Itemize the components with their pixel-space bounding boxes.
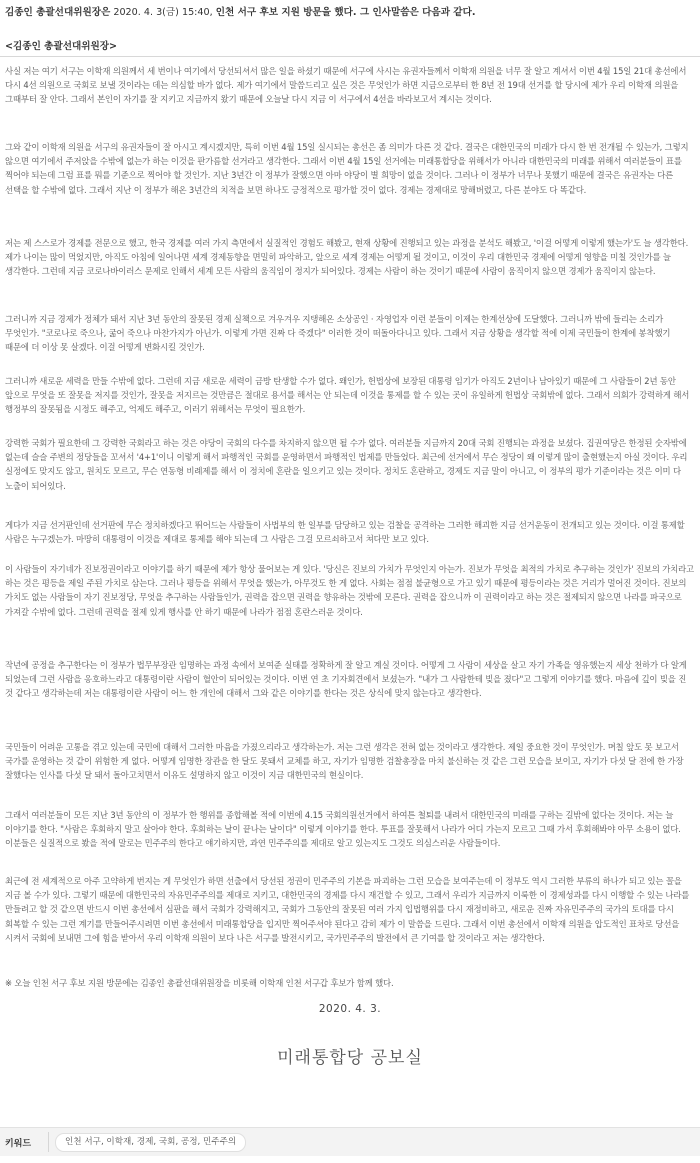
- paragraph-6: 강력한 국회가 필요한데 그 강력한 국회라고 하는 것은 야당이 국회의 다수를 차지하지 않으면 될 수가 없다. 여러분들 지금까지 20대 국회 진행되는 과정을 보셨다. 집권여당은 한정된 숫자밖에 없는데 슬슬 주변의 정당들을 꼬셔서 '4+1'이니 이렇게 해서 파행적인 국회를 운영하면서 파행적인 법제를 만들었다. 최근에 선거에서 무슨 정당이 왜 이렇게 많이 출현했는지 아실 것이다. 우리 실정에도 맞지도 않고, 원치도 모르고, 무슨 연동형 비례제를 해서 이 정치에 혼란을 일으키고 있는 것이다. 정치도 혼란하고, 경제도 지금 말이 아니고, 이 정부의 평가 기준이라는 것은 이미 다 노출이 되어있다.: [5, 438, 688, 491]
- paragraph-note: ※ 오늘 인천 서구 후보 지원 방문에는 김종인 총괄선대위원장을 비롯해 이학재 인천 서구갑 후보가 함께 했다.: [5, 978, 394, 988]
- paragraph-4: 그러니까 지금 경제가 정체가 돼서 지난 3년 동안의 잘못된 경제 실책으로 겨우겨우 지탱해온 소상공인 · 자영업자 이런 분들이 이제는 한계선상에 도달했다. 그러니까 밖에 들리는 소리가 무엇인가. "코로나로 죽으나, 굶어 죽으나 마찬가지가 아닌가. 이렇게 가면 진짜 다 죽겠다" 이러한 것이 떠돌아다니고 있다. 그래서 지금 상황을 생각할 적에 이제 국민들이 한계에 봉착했기 때문에 더 이상 못 살겠다. 이걸 어떻게 변화시킬 것인가.: [5, 314, 671, 353]
- intro-datetime: 2020. 4. 3(금) 15:40,: [110, 7, 216, 18]
- intro-rest: 인천 서구 후보 지원 방문을 했다. 그 인사말씀은 다음과 같다.: [215, 7, 476, 18]
- paragraph-2: 그와 같이 이학재 의원을 서구의 유권자들이 잘 아시고 계시겠지만, 특히 이번 4월 15일 실시되는 총선은 좀 의미가 다른 것 같다. 결국은 대한민국의 미래가 다시 한 번 전개될 수 있는가, 그렇지 않으면 여기에서 주저앉을 수밖에 없는가 하는 이것을 판가름할 선거라고 생각한다. 그래서 이번 4월 15일 선거에는 미래통합당을 위해서가 아니라 대한민국의 미래를 위해서 여러분들이 표를 찍어야 되는데 그럼 표를 뭐를 기준으로 찍어야 할 것인가. 지난 3년간 이 정부가 잘했으면 아마 야당이 별 희망이 없을 것이다. 그러나 이 정부가 너무나 못했기 때문에 결국은 유권자는 다른 선택을 할 수밖에 없다. 그래서 지난 이 정부가 해온 3년간의 치적을 보면 하나도 긍정적으로 평가할 것이 없다. 경제는 경제대로 망해버렸고, 다른 분야도 다 똑같다.: [5, 142, 689, 195]
- paragraph-8: 이 사람들이 자기네가 진보정권이라고 이야기를 하기 때문에 제가 항상 물어보는 게 있다. '당신은 진보의 가치가 무엇인지 아는가. 진보가 무엇을 최적의 가치로 추구하는 것인가' 진보의 가치라고 하는 것은 평등을 제일 주된 가치로 삼는다. 그러나 평등을 위해서 무엇을 했는가, 아무것도 한 게 없다. 사회는 점점 불균형으로 가고 있기 때문에 평등이라는 것은 거리가 멀어진 것이다. 진보의 가치도 없는 사람들이 자기 진보정당, 무엇을 추구하는 사람들인가, 권력을 잡으면 권력을 향유하는 것밖에 모른다. 권력을 잡으니까 이 권력이라고 하는 것은 절제되지 않으면 나라를 파국으로 가져갈 수밖에 없다. 그런데 권력을 절제 있게 행사를 안 하기 때문에 나라가 점점 혼란스러운 것이다.: [5, 564, 694, 617]
- intro-line: [5, 6, 695, 20]
- paragraph-11: 그래서 여러분들이 모든 지난 3년 동안의 이 정부가 한 행위를 종합해볼 적에 이번에 4.15 국회의원선거에서 하여튼 철퇴를 내려서 대한민국의 미래를 구하는 길밖에 없다는 것이다. 저는 늘 이야기를 한다. "사람은 후회하지 말고 살아야 한다. 후회하는 날이 끝나는 날이다" 이렇게 이야기를 한다. 투표를 잘못해서 나라가 어디 가는지 모르고 그때 가서 후회해봐야 아무 소용이 없다. 이분들은 실질적으로 봤을 적에 말로는 민주주의 한다고 얘기하지만, 과연 민주주의를 제대로 알고 있는지도 그것도 의심스러운 사람들이다.: [5, 810, 681, 849]
- press-office: 미래통합당 공보실: [277, 1048, 423, 1068]
- keyword-separator: [48, 1132, 49, 1152]
- paragraph-7: 게다가 지금 선거판인데 선거판에 무슨 정치하겠다고 뛰어드는 사람들이 사법부의 한 일부를 담당하고 있는 검찰을 공격하는 그러한 해괴한 지금 선거운동이 전개되고 있는 것이다. 이걸 통제할 사람은 누구겠는가. 마땅히 대통령이 이것을 제대로 통제를 해야 되는데 그 사람은 그걸 모르쇠하고서 쳐다만 보고 있다.: [5, 520, 685, 545]
- keyword-bar: [0, 1127, 700, 1156]
- release-date: 2020. 4. 3.: [318, 1003, 382, 1015]
- paragraph-3: 저는 제 스스로가 경제를 전문으로 했고, 한국 경제를 여러 가지 측면에서 실질적인 경험도 해봤고, 현재 상황에 진행되고 있는 과정을 분석도 해봤고, '이걸 어떻게 이렇게 했는가'도 늘 생각한다. 제가 나이는 많이 먹었지만, 아직도 아침에 일어나면 세계 경제동향을 면밀히 파악하고, 앞으로 세계 경제는 어떻게 될 것이고, 이것이 우리 대한민국 경제에 어떻게 영향을 미칠 것인가를 늘 생각한다. 그런데 지금 코로나바이러스 문제로 인해서 세계 모든 사람의 움직임이 정지가 되어있다. 경제는 사람이 하는 것이기 때문에 사람이 움직이지 않으면 경제가 움직이지 않는다.: [5, 238, 689, 277]
- paragraph-5: 그러니까 새로운 세력을 만들 수밖에 없다. 그런데 지금 새로운 세력이 금방 탄생할 수가 없다. 왜인가, 헌법상에 보장된 대통령 임기가 아직도 2년이나 남아있기 때문에 그 사람들이 2년 동안 앞으로 무엇을 또 잘못을 저지를 것인가, 잘못을 저지르는 것만큼은 절대로 용서를 해서는 안 되는데 이것을 통제를 할 수 있는 곳이 유일하게 헌법상 국회밖에 없다. 그래서 의회가 강력하게 해서 행정부의 잘못됨을 시정도 해주고, 억제도 해주고, 이러기 위해서는 무엇이 필요한가.: [5, 376, 690, 415]
- keyword-tags[interactable]: 인천 서구, 이학재, 경제, 국회, 공정, 민주주의: [55, 1133, 246, 1152]
- divider: [0, 56, 700, 57]
- paragraph-12: 최근에 전 세계적으로 아주 고약하게 번지는 게 무엇인가 하면 선출에서 당선된 정권이 민주주의 기본을 파괴하는 그런 모습을 보여주는데 이 정부도 역시 그러한 부류의 하나가 되고 있는 꼴을 지금 볼 수가 있다. 그렇기 때문에 대한민국의 자유민주주의를 제대로 지키고, 대한민국의 경제를 다시 재건할 수 있고, 그래서 우리가 지금까지 이룩한 이 경제성과를 다시 이행할 수 있는 나라를 만들려고 할 것 같으면 반드시 이번 총선에서 심판을 해서 국회가 강력해지고, 국회가 그동안의 잘못된 여러 가지 입법행위를 다시 재정비하고, 새로운 진짜 자유민주주의 국가의 토대를 다시 회복할 수 있는 그런 계기를 만들어주시려면 이번 총선에서 미래통합당을 입지만 찍어주셔야 된다고 감히 제가 이 말씀을 드린다. 그래서 이번 총선에서 이학재 의원을 압도적인 표차로 당선을 시켜서 국회에 보내면 그에 힘을 받아서 우리 이학재 의원이 보다 나은 서구를 발전시키고, 국가민주주의 발전에서 큰 기여를 할 것이라고 저는 생각한다.: [5, 876, 690, 943]
- paragraph-10: 국민들이 어려운 고통을 겪고 있는데 국민에 대해서 그러한 마음을 가졌으리라고 생각하는가. 저는 그런 생각은 전혀 없는 것이라고 생각한다. 제일 중요한 것이 무엇인가. 며칠 앞도 못 보고서 국가를 운영하는 것 같이 위험한 게 없다. 어떻게 임명한 장관을 한 달도 못돼서 교체를 하고, 자기가 임명한 검찰총장을 마치 불신하는 것 같은 그런 모습을 보이고, 자기가 다섯 달 전에 한 가장 잘했다는 인사를 다섯 달 돼서 돌아고치면서 이유도 설명하지 않고 이것이 지금 대한민국의 현실이다.: [5, 742, 684, 781]
- paragraph-1: 사실 저는 여기 서구는 이학재 의원께서 세 번이나 여기에서 당선되셔서 많은 일을 하셨기 때문에 서구에 사시는 유권자들께서 이학재 의원을 너무 잘 알고 계셔서 이번 4월 15일 21대 총선에서 다시 4선 의원으로 국회로 보낼 것이라는 데는 의심할 바가 없다. 제가 여기에서 말씀드리고 싶은 것은 무엇인가 하면 지금으로부터 한 8년 전 19대 선거를 할 당시에 제가 우리 이학재 의원을 그때부터 잘 안다. 그래서 본인이 자기를 잘 지키고 지금까지 왔기 때문에 오늘날 다시 지금 이 서구에서 4선을 바라보고서 계시는 것이다.: [5, 66, 687, 105]
- keyword-label: 키워드: [5, 1139, 32, 1149]
- intro-lead: 김종인 총괄선대위원장은: [5, 7, 111, 18]
- paragraph-9: 작년에 공정을 추구한다는 이 정부가 법무부장관 임명하는 과정 속에서 보여준 실태를 정확하게 잘 알고 계실 것이다. 어떻게 그 사람이 세상을 살고 자기 가족을 영유했는지 세상 천하가 다 알게 되었는데 그런 사람을 옹호하느라고 대통령이란 사람이 혈안이 되어있는 것이다. 이번 연 초 기자회견에서 보셨는가. "내가 그 사람한테 빚을 졌다"고 그렇게 이야기를 했다. 마음에 깊이 빚을 진 것 같다고 생각하는데 저는 대통령이란 사람이 어느 한 개인에 대해서 그와 같은 이야기를 한다는 것은 상식에 맞지 않는다고 생각한다.: [5, 660, 687, 699]
- speaker-heading: <김종인 총괄선대위원장>: [5, 41, 118, 52]
